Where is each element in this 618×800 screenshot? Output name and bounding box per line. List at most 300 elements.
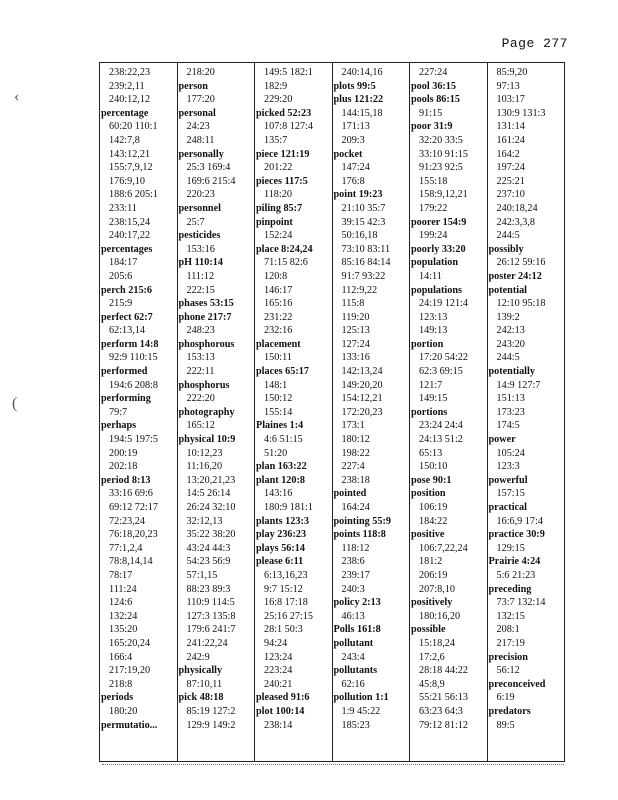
index-reference: 127:3 135:8 (186, 610, 236, 622)
index-reference: 157:15 (496, 488, 525, 500)
index-reference: 240:3 (341, 583, 365, 595)
index-reference: 240:21 (264, 678, 293, 690)
index-term: poster 24:12 (488, 270, 542, 282)
index-reference: 243:20 (496, 338, 525, 350)
index-reference: 150:12 (264, 393, 293, 405)
index-term: pieces 117:5 (256, 175, 308, 187)
index-term: physically (178, 665, 223, 677)
index-reference: 146:17 (264, 284, 293, 296)
index-reference: 222:15 (186, 284, 215, 296)
index-reference: 45:8,9 (419, 678, 445, 690)
index-term: pollutants (333, 665, 378, 677)
index-reference: 78:8,14,14 (109, 556, 153, 568)
index-term: pollutant (333, 637, 374, 649)
index-reference: 63:23 64:3 (419, 705, 463, 717)
index-reference: 73:10 83:11 (341, 243, 391, 255)
index-reference: 185:23 (341, 719, 370, 731)
index-term: piling 85:7 (256, 202, 303, 214)
index-reference: 144:15,18 (341, 107, 383, 119)
index-term: perch 215:6 (101, 284, 153, 296)
index-reference: 242:9 (186, 651, 210, 663)
index-term: plants 123:3 (256, 515, 309, 527)
index-reference: 242:13 (496, 325, 525, 337)
index-term: phases 53:15 (178, 298, 234, 310)
index-reference: 194:6 208:8 (109, 379, 158, 391)
index-reference: 151:13 (496, 393, 525, 405)
index-reference: 152:24 (264, 230, 293, 242)
index-term: pointed (333, 488, 367, 500)
index-reference: 166:4 (109, 651, 133, 663)
index-reference: 194:5 197:5 (109, 434, 158, 446)
index-reference: 79:7 (109, 406, 128, 418)
index-reference: 142:13,24 (341, 366, 383, 378)
index-reference: 222:20 (186, 393, 215, 405)
index-reference: 231:22 (264, 311, 293, 323)
index-reference: 54:23 56:9 (186, 556, 231, 568)
index-reference: 69:12 72:17 (109, 502, 158, 513)
index-reference: 5:6 21:23 (496, 569, 536, 581)
index-term: pesticides (178, 230, 221, 242)
index-reference: 240:12,12 (109, 94, 151, 106)
margin-mark: ‹ (14, 88, 20, 105)
index-reference: 149:13 (419, 325, 448, 337)
index-term: pointing 55:9 (333, 515, 391, 527)
index-reference: 199:24 (419, 230, 448, 242)
index-reference: 72:23,24 (109, 515, 145, 527)
index-reference: 11:16,20 (186, 461, 223, 473)
index-reference: 174:5 (496, 420, 520, 432)
index-term: pleased 91:6 (256, 692, 310, 704)
index-reference: 182:9 (264, 80, 288, 92)
index-term: pinpoint (256, 216, 293, 228)
index-reference: 229:20 (264, 94, 293, 106)
index-column (410, 63, 488, 761)
index-reference: 33:10 91:15 (419, 148, 468, 160)
index-reference: 205:6 (109, 270, 133, 282)
index-term: plant 120:8 (256, 474, 305, 486)
index-reference: 62:16 (341, 678, 365, 690)
index-term: portions (411, 406, 448, 418)
index-reference: 184:22 (419, 515, 448, 527)
index-reference: 243:4 (341, 651, 365, 663)
index-reference: 16:6,9 17:4 (496, 515, 543, 527)
index-term: perfect 62:7 (101, 311, 153, 323)
index-reference: 143:16 (264, 488, 293, 500)
index-reference: 248:11 (186, 134, 215, 146)
index-reference: 105:24 (496, 447, 525, 459)
index-reference: 165:12 (186, 420, 215, 432)
index-term: performed (101, 366, 148, 378)
index-term: positively (411, 597, 453, 609)
index-reference: 125:13 (341, 325, 370, 337)
index-reference: 239:17 (341, 569, 370, 581)
index-reference: 62:3 69:15 (419, 366, 463, 378)
index-reference: 244:5 (496, 230, 520, 242)
index-reference: 242:3,3,8 (496, 216, 535, 228)
index-reference: 181:2 (419, 556, 443, 568)
index-reference: 28:18 44:22 (419, 665, 468, 677)
index-reference: 207:8,10 (419, 583, 455, 595)
index-reference: 24:19 121:4 (419, 298, 468, 310)
index-reference: 209:3 (341, 134, 365, 146)
index-reference: 9:7 15:12 (264, 583, 303, 595)
index-reference: 202:18 (109, 461, 138, 473)
index-reference: 17:2,6 (419, 651, 445, 663)
index-term: potential (488, 284, 527, 296)
index-reference: 15:18,24 (419, 637, 455, 649)
index-reference: 10:12,23 (186, 447, 223, 459)
index-reference: 135:7 (264, 134, 288, 146)
index-reference: 111:24 (109, 583, 137, 595)
index-reference: 24:23 (186, 121, 210, 133)
index-reference: 33:16 69:6 (109, 488, 153, 500)
index-reference: 153:13 (186, 352, 215, 364)
index-reference: 25:3 169:4 (186, 162, 231, 174)
index-term: pollution 1:1 (333, 692, 389, 704)
index-term: possibly (488, 243, 524, 255)
index-reference: 91:7 93:22 (341, 270, 386, 282)
index-reference: 14:11 (419, 270, 442, 282)
index-term: period 8:13 (101, 474, 151, 486)
index-term: phone 217:7 (178, 311, 232, 323)
index-term: populations (411, 284, 462, 296)
index-reference: 240:17,22 (109, 230, 151, 242)
index-reference: 76:18,20,23 (109, 529, 158, 541)
index-term: practice 30:9 (488, 529, 545, 541)
index-term: places 65:17 (256, 366, 309, 378)
index-reference: 112:9,22 (341, 284, 378, 296)
index-reference: 94:24 (264, 637, 288, 649)
index-reference: 227:4 (341, 461, 365, 473)
index-reference: 218:20 (186, 67, 215, 78)
index-reference: 79:12 81:12 (419, 719, 468, 731)
index-reference: 238:18 (341, 474, 370, 486)
index-reference: 180:16,20 (419, 610, 461, 622)
index-reference: 154:12,21 (341, 393, 383, 405)
index-table (99, 62, 565, 762)
index-reference: 173:23 (496, 406, 525, 418)
index-term: phosphorous (178, 338, 235, 350)
index-reference: 4:6 51:15 (264, 434, 303, 446)
index-reference: 123:13 (419, 311, 448, 323)
index-reference: 240:14,16 (341, 67, 383, 78)
index-reference: 169:6 215:4 (186, 175, 236, 187)
index-reference: 218:8 (109, 678, 133, 690)
index-reference: 12:10 95:18 (496, 298, 546, 310)
index-reference: 6:19 (496, 692, 515, 704)
index-term: picked 52:23 (256, 107, 312, 119)
index-reference: 110:9 114:5 (186, 597, 235, 609)
index-reference: 225:21 (496, 175, 525, 187)
index-term: permutatio... (101, 719, 158, 731)
index-reference: 28:1 50:3 (264, 624, 303, 636)
index-term: personally (178, 148, 224, 160)
index-reference: 227:24 (419, 67, 448, 78)
index-reference: 176:9,10 (109, 175, 145, 187)
index-reference: 123:24 (264, 651, 293, 663)
index-reference: 133:16 (341, 352, 370, 364)
index-reference: 220:23 (186, 189, 215, 201)
index-term: piece 121:19 (256, 148, 310, 160)
footer-rule (102, 764, 564, 768)
index-term: plus 121:22 (333, 94, 384, 106)
index-reference: 217:19,20 (109, 665, 151, 677)
index-reference: 121:7 (419, 379, 443, 391)
index-reference: 248:23 (186, 325, 215, 337)
index-reference: 142:7,8 (109, 134, 140, 146)
index-reference: 177:20 (186, 94, 215, 106)
index-term: periods (101, 692, 134, 704)
index-reference: 118:20 (264, 189, 292, 201)
index-reference: 120:8 (264, 270, 288, 282)
index-reference: 51:20 (264, 447, 288, 459)
index-reference: 130:9 131:3 (496, 107, 546, 119)
index-reference: 238:22,23 (109, 67, 151, 78)
index-reference: 176:8 (341, 175, 365, 187)
index-reference: 14:9 127:7 (496, 379, 541, 391)
index-reference: 200:19 (109, 447, 138, 459)
index-reference: 16:8 17:18 (264, 597, 308, 609)
index-reference: 215:9 (109, 298, 133, 310)
index-reference: 111:12 (186, 270, 215, 282)
index-reference: 184:17 (109, 257, 138, 269)
index-reference: 6:13,16,23 (264, 569, 308, 581)
index-reference: 240:18,24 (496, 202, 538, 214)
index-reference: 78:17 (109, 569, 133, 581)
index-reference: 139:2 (496, 311, 520, 323)
index-column (255, 63, 333, 761)
index-reference: 165:16 (264, 298, 293, 310)
index-reference: 149:5 182:1 (264, 67, 313, 78)
index-reference: 148:1 (264, 379, 288, 391)
index-reference: 238:15,24 (109, 216, 151, 228)
index-reference: 87:10,11 (186, 678, 223, 690)
index-term: percentage (101, 107, 149, 119)
index-reference: 26:12 59:16 (496, 257, 546, 269)
index-term: policy 2:13 (333, 597, 381, 609)
index-reference: 32:20 33:5 (419, 134, 463, 146)
index-reference: 62:13,14 (109, 325, 145, 337)
index-reference: 179:6 241:7 (186, 624, 236, 636)
index-reference: 239:2,11 (109, 80, 145, 92)
index-term: please 6:11 (256, 556, 304, 568)
index-reference: 43:24 44:3 (186, 542, 231, 554)
index-reference: 106:19 (419, 502, 448, 513)
margin-mark: ( (12, 395, 18, 412)
index-reference: 201:22 (264, 162, 293, 174)
index-reference: 238:14 (264, 719, 293, 731)
index-reference: 164:24 (341, 502, 370, 513)
index-reference: 25:16 27:15 (264, 610, 313, 622)
index-reference: 26:24 32:10 (186, 502, 236, 513)
index-reference: 158:9,12,21 (419, 189, 468, 201)
index-column (333, 63, 411, 761)
index-reference: 127:24 (341, 338, 370, 350)
index-column (100, 63, 178, 761)
index-term: plot 100:14 (256, 705, 305, 717)
index-term: perhaps (101, 420, 137, 432)
index-reference: 85:19 127:2 (186, 705, 236, 717)
index-term: place 8:24,24 (256, 243, 313, 255)
page-number-header: Page 277 (501, 36, 568, 51)
index-column (488, 63, 565, 761)
index-reference: 46:13 (341, 610, 365, 622)
index-term: pools 86:15 (411, 94, 460, 106)
index-reference: 106:7,22,24 (419, 542, 468, 554)
index-term: poorer 154:9 (411, 216, 467, 228)
index-reference: 165:20,24 (109, 637, 151, 649)
index-reference: 32:12,13 (186, 515, 223, 527)
index-reference: 233:11 (109, 202, 137, 214)
index-term: predators (488, 705, 531, 717)
index-reference: 129:9 149:2 (186, 719, 236, 731)
index-reference: 60:20 110:1 (109, 121, 158, 133)
index-term: performing (101, 393, 151, 405)
index-reference: 24:13 51:2 (419, 434, 463, 446)
index-term: Polls 161:8 (333, 624, 381, 636)
index-reference: 149:15 (419, 393, 448, 405)
index-reference: 180:12 (341, 434, 370, 446)
index-reference: 132:24 (109, 610, 138, 622)
index-term: plan 163:22 (256, 461, 307, 473)
index-term: population (411, 257, 458, 269)
index-term: personal (178, 107, 216, 119)
index-reference: 173:1 (341, 420, 365, 432)
index-reference: 35:22 38:20 (186, 529, 236, 541)
index-term: person (178, 80, 208, 92)
index-reference: 85:9,20 (496, 67, 528, 78)
index-term: pocket (333, 148, 363, 160)
index-reference: 241:22,24 (186, 637, 228, 649)
index-term: percentages (101, 243, 153, 255)
index-term: play 236:23 (256, 529, 307, 541)
index-reference: 39:15 42:3 (341, 216, 386, 228)
index-reference: 244:5 (496, 352, 520, 364)
index-reference: 147:24 (341, 162, 370, 174)
index-reference: 124:6 (109, 597, 133, 609)
index-term: preconceived (488, 678, 546, 690)
index-reference: 155:7,9,12 (109, 162, 153, 174)
index-reference: 180:20 (109, 705, 138, 717)
index-reference: 17:20 54:22 (419, 352, 468, 364)
index-reference: 153:16 (186, 243, 215, 255)
index-reference: 155:18 (419, 175, 448, 187)
index-reference: 115:8 (341, 298, 365, 310)
index-term: placement (256, 338, 301, 350)
index-term: pick 48:18 (178, 692, 224, 704)
index-term: Plaines 1:4 (256, 420, 304, 432)
index-term: points 118:8 (333, 529, 386, 541)
index-reference: 56:12 (496, 665, 520, 677)
index-reference: 150:10 (419, 461, 448, 473)
index-reference: 1:9 45:22 (341, 705, 381, 717)
index-reference: 172:20,23 (341, 406, 383, 418)
index-term: poorly 33:20 (411, 243, 466, 255)
index-reference: 149:20,20 (341, 379, 383, 391)
index-reference: 179:22 (419, 202, 448, 214)
index-term: possible (411, 624, 446, 636)
index-reference: 89:5 (496, 719, 515, 731)
index-term: power (488, 434, 516, 446)
index-term: perform 14:8 (101, 338, 159, 350)
index-reference: 14:5 26:14 (186, 488, 231, 500)
index-term: preceding (488, 583, 532, 595)
index-reference: 129:15 (496, 542, 525, 554)
index-reference: 164:2 (496, 148, 520, 160)
index-reference: 222:11 (186, 366, 215, 378)
index-term: phosphorus (178, 379, 230, 391)
index-reference: 107:8 127:4 (264, 121, 313, 133)
index-column (178, 63, 256, 761)
index-reference: 92:9 110:15 (109, 352, 158, 364)
index-reference: 88:23 89:3 (186, 583, 231, 595)
index-term: plays 56:14 (256, 542, 305, 554)
index-reference: 71:15 82:6 (264, 257, 308, 269)
index-reference: 238:6 (341, 556, 365, 568)
index-term: potentially (488, 366, 535, 378)
index-reference: 223:24 (264, 665, 293, 677)
index-reference: 57:1,15 (186, 569, 218, 581)
index-reference: 198:22 (341, 447, 370, 459)
index-reference: 23:24 24:4 (419, 420, 463, 432)
index-term: point 19:23 (333, 189, 383, 201)
index-reference: 206:19 (419, 569, 448, 581)
index-reference: 135:20 (109, 624, 138, 636)
index-reference: 197:24 (496, 162, 525, 174)
index-reference: 161:24 (496, 134, 525, 146)
index-term: photography (178, 406, 235, 418)
index-reference: 97:13 (496, 80, 520, 92)
index-reference: 73:7 132:14 (496, 597, 546, 609)
index-term: precision (488, 651, 528, 663)
index-reference: 13:20,21,23 (186, 474, 236, 486)
index-reference: 55:21 56:13 (419, 692, 468, 704)
index-reference: 171:13 (341, 121, 370, 133)
index-term: plots 99:5 (333, 80, 376, 92)
index-term: powerful (488, 474, 528, 486)
index-reference: 119:20 (341, 311, 370, 323)
index-reference: 91:15 (419, 107, 443, 119)
index-reference: 25:7 (186, 216, 205, 228)
index-reference: 232:16 (264, 325, 293, 337)
index-reference: 155:14 (264, 406, 293, 418)
index-reference: 180:9 181:1 (264, 502, 313, 513)
index-term: pool 36:15 (411, 80, 456, 92)
index-term: practical (488, 502, 527, 513)
index-reference: 103:17 (496, 94, 525, 106)
index-term: Prairie 4:24 (488, 556, 541, 568)
index-reference: 85:16 84:14 (341, 257, 391, 269)
index-term: personnel (178, 202, 221, 214)
index-reference: 65:13 (419, 447, 443, 459)
index-reference: 237:10 (496, 189, 525, 201)
index-reference: 50:16,18 (341, 230, 378, 242)
index-term: pH 110:14 (178, 257, 223, 269)
index-reference: 123:3 (496, 461, 520, 473)
index-reference: 188:6 205:1 (109, 189, 158, 201)
index-term: pose 90:1 (411, 474, 452, 486)
index-term: poor 31:9 (411, 121, 453, 133)
index-reference: 91:23 92:5 (419, 162, 463, 174)
index-reference: 132:15 (496, 610, 525, 622)
index-reference: 143:12,21 (109, 148, 151, 160)
index-reference: 217:19 (496, 637, 525, 649)
index-reference: 131:14 (496, 121, 525, 133)
index-reference: 21:10 35:7 (341, 202, 386, 214)
index-reference: 77:1,2,4 (109, 542, 143, 554)
index-reference: 118:12 (341, 542, 370, 554)
index-term: position (411, 488, 446, 500)
